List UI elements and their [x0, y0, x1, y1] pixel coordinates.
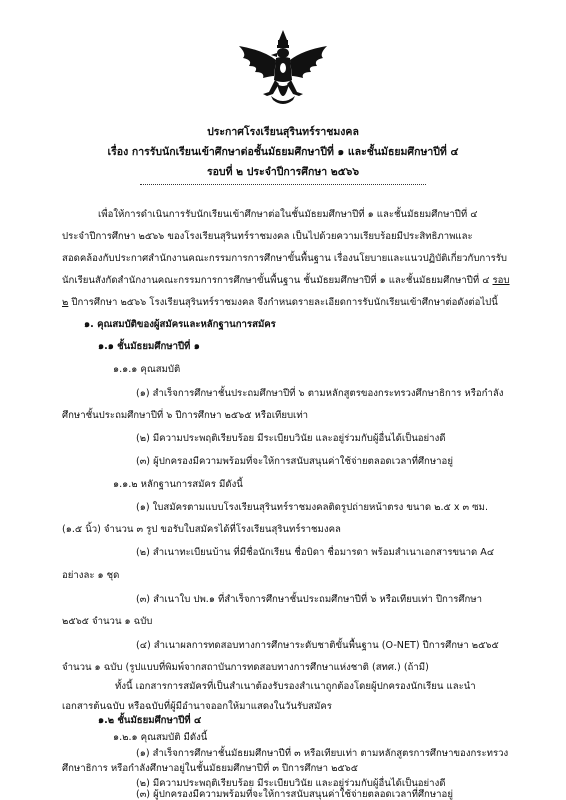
m1-document-3b: ๒๕๖๕ จำนวน ๑ ฉบับ — [62, 616, 153, 627]
intro-round-word: รอบ — [492, 275, 510, 286]
m1-document-1b: (๑.๕ นิ้ว) จำนวน ๓ รูป ขอรับใบสมัครได้ที่โรงเรียนสุรินทร์ราชมงคล — [62, 524, 341, 535]
announcement-org: ประกาศโรงเรียนสุรินทร์ราชมงคล — [207, 126, 359, 138]
m1-note-line-b: เอกสารต้นฉบับ หรือฉบับที่ผู้มีอำนาจออกให้มาแสดงในวันรับสมัคร — [62, 701, 332, 712]
m4-qualification-1a: (๑) สำเร็จการศึกษาชั้นมัธยมศึกษาปีที่ ๓ หรือเทียบเท่า ตามหลักสูตรการศึกษาของกระทรวง — [136, 748, 509, 759]
m4-qualification-1b: ศึกษาธิการ หรือกำลังศึกษาอยู่ในชั้นมัธยมศึกษาปีที่ ๓ ปีการศึกษา ๒๕๖๕ — [62, 763, 359, 774]
intro-line-5 — [62, 298, 498, 308]
section-1-1-heading: ๑.๑ ชั้นมัธยมศึกษาปีที่ ๑ — [98, 341, 200, 352]
announcement-round: รอบที่ ๒ ประจำปีการศึกษา ๒๕๖๖ — [206, 166, 359, 178]
garuda-emblem-icon — [233, 28, 333, 110]
intro-line-4 — [62, 276, 510, 286]
m4-qualification-3: (๓) ผู้ปกครองมีความพร้อมที่จะให้การสนับสนุนค่าใช้จ่ายตลอดเวลาที่ศึกษาอยู่ — [136, 789, 453, 800]
section-1-1-1-heading: ๑.๑.๑ คุณสมบัติ — [113, 364, 181, 375]
announcement-subject: เรื่อง การรับนักเรียนเข้าศึกษาต่อชั้นมัธยมศึกษาปีที่ ๑ และชั้นมัธยมศึกษาปีที่ ๔ — [107, 146, 459, 158]
intro-line-3: สอดคล้องกับประกาศสำนักงานคณะกรรมการการศึกษาขั้นพื้นฐาน เรื่องนโยบายและแนวปฏิบัติเกี่ยวกับการรับ — [62, 253, 508, 264]
intro-line-5-text: ปีการศึกษา ๒๕๖๖ โรงเรียนสุรินทร์ราชมงคล จึงกำหนดรายละเอียดการรับนักเรียนเข้าศึกษาต่อดังต่อไปนี้ — [68, 297, 498, 308]
m1-qualification-2: (๒) มีความประพฤติเรียบร้อย มีระเบียบวินัย และอยู่ร่วมกับผู้อื่นได้เป็นอย่างดี — [136, 433, 446, 444]
intro-round-number: ๒ — [62, 297, 69, 308]
m1-note-line-a: ทั้งนี้ เอกสารการสมัครที่เป็นสำเนาต้องรับรองสำเนาถูกต้องโดยผู้ปกครองนักเรียน และนำ — [115, 681, 476, 692]
m1-qualification-1b: ศึกษาชั้นประถมศึกษาปีที่ ๖ ปีการศึกษา ๒๕๖๕ หรือเทียบเท่า — [62, 410, 309, 421]
m1-document-2a: (๒) สำเนาทะเบียนบ้าน ที่มีชื่อนักเรียน ชื่อบิดา ชื่อมารดา พร้อมสำเนาเอกสารขนาด A๔ — [136, 547, 495, 558]
m1-document-3a: (๓) สำเนาใบ ปพ.๑ ที่สำเร็จการศึกษาชั้นประถมศึกษาปีที่ ๖ หรือเทียบเท่า ปีการศึกษา — [136, 594, 483, 605]
section-1-2-heading: ๑.๒ ชั้นมัธยมศึกษาปีที่ ๔ — [98, 715, 202, 726]
title-divider — [140, 184, 426, 185]
m1-qualification-1a: (๑) สำเร็จการศึกษาชั้นประถมศึกษาปีที่ ๖ ตามหลักสูตรของกระทรวงศึกษาธิการ หรือกำลัง — [136, 388, 504, 399]
m1-document-4b: จำนวน ๑ ฉบับ (รูปแบบที่พิมพ์จากสถาบันการทดสอบทางการศึกษาแห่งชาติ (สทศ.) (ถ้ามี) — [62, 662, 429, 673]
intro-line-4-text: นักเรียนสังกัดสำนักงานคณะกรรมการการศึกษาขั้นพื้นฐาน ชั้นมัธยมศึกษาปีที่ ๑ และชั้นมัธยมศึกษาปีที่ ๔ — [62, 275, 490, 286]
section-1-heading: ๑. คุณสมบัติของผู้สมัครและหลักฐานการสมัคร — [84, 319, 276, 330]
section-1-2-1-heading: ๑.๒.๑ คุณสมบัติ มีดังนี้ — [113, 732, 208, 743]
intro-line-2: ประจำปีการศึกษา ๒๕๖๖ ของโรงเรียนสุรินทร์ราชมงคล เป็นไปด้วยความเรียบร้อยมีประสิทธิภาพและ — [62, 231, 473, 242]
intro-line-1: เพื่อให้การดำเนินการรับนักเรียนเข้าศึกษาต่อในชั้นมัธยมศึกษาปีที่ ๑ และชั้นมัธยมศึกษาปีที่ ๔ — [98, 209, 478, 220]
m4-qualification-2: (๒) มีความประพฤติเรียบร้อย มีระเบียบวินัย และอยู่ร่วมกับผู้อื่นได้เป็นอย่างดี — [136, 778, 446, 789]
section-1-1-2-heading: ๑.๑.๒ หลักฐานการสมัคร มีดังนี้ — [113, 479, 243, 490]
m1-qualification-3: (๓) ผู้ปกครองมีความพร้อมที่จะให้การสนับสนุนค่าใช้จ่ายตลอดเวลาที่ศึกษาอยู่ — [136, 456, 453, 467]
m1-document-1a: (๑) ใบสมัครตามแบบโรงเรียนสุรินทร์ราชมงคลติดรูปถ่ายหน้าตรง ขนาด ๒.๕ x ๓ ซม. — [136, 502, 489, 513]
m1-document-4a: (๔) สำเนาผลการทดสอบทางการศึกษาระดับชาติขั้นพื้นฐาน (O-NET) ปีการศึกษา ๒๕๖๕ — [136, 640, 499, 651]
m1-document-2b: อย่างละ ๑ ชุด — [62, 570, 120, 581]
